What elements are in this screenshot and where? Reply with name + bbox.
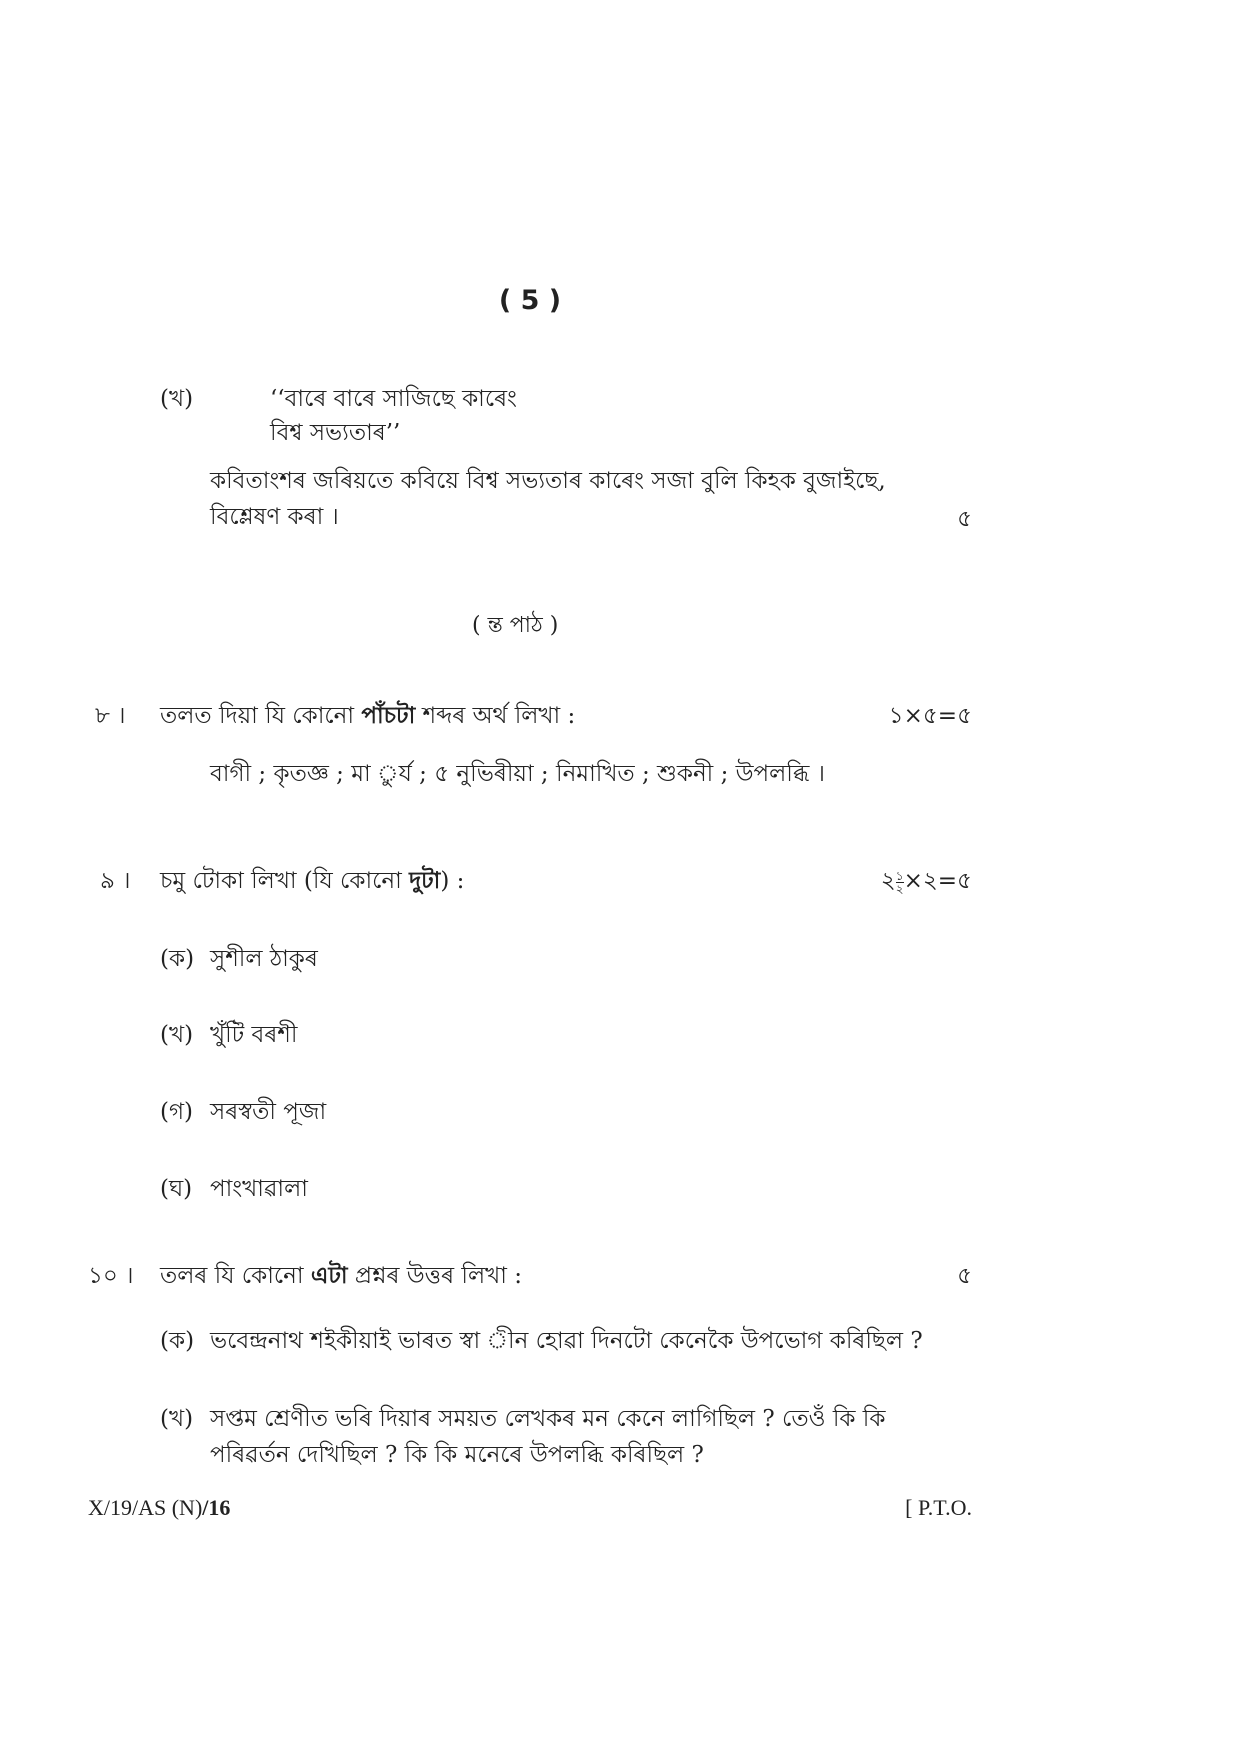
q10-text-before: তলৰ যি কোনো — [160, 1263, 311, 1289]
footer-code — [88, 1495, 230, 1521]
q8-marks: ১×৫=৫ — [888, 703, 972, 729]
q9-option-text: পাংখাৱালা — [210, 1176, 308, 1202]
q8-text-before: তলত দিয়া যি কোনো — [160, 703, 362, 729]
q9-option-text: সৰস্বতী পূজা — [210, 1099, 327, 1125]
q10b-line2: পৰিৱৰ্তন দেখিছিল ? কি কি মনেৰে উপলব্ধি কৰিছিল ? — [210, 1442, 704, 1468]
q7b-quote-line2: বিশ্ব সভ্যতাৰ’’ — [270, 420, 401, 446]
q10-text-after: প্ৰশ্নৰ উত্তৰ লিখা : — [347, 1263, 522, 1289]
q10-question — [160, 1257, 522, 1296]
q9-option-text: সুশীল ঠাকুৰ — [210, 946, 318, 972]
q10-marks: ৫ — [957, 1263, 972, 1289]
q9-option-label: (ঘ) — [160, 1176, 193, 1202]
q10a-text: ভবেন্দ্ৰনাথ শইকীয়াই ভাৰত স্বা ীন হোৱা দিনটো কেনেকৈ উপভোগ কৰিছিল ? — [210, 1328, 923, 1354]
q9-question — [160, 862, 464, 901]
q9-marks-rest: ×২=৫ — [903, 868, 972, 894]
q8-text-after: শব্দৰ অৰ্থ লিখা : — [415, 703, 576, 729]
q8-text-bold: পাঁচটা — [361, 702, 416, 729]
q10b-line1: সপ্তম শ্ৰেণীত ভৰি দিয়াৰ সময়ত লেখকৰ মন কেনে লাগিছিল ? তেওঁ কি কি — [210, 1406, 886, 1432]
q9-text-before: চমু টোকা লিখা (যি কোনো — [160, 868, 410, 894]
q9-marks — [881, 862, 972, 901]
q7b-question-line1: কবিতাংশৰ জৰিয়তে কবিয়ে বিশ্ব সভ্যতাৰ কাৰেং সজা বুলি কিহক বুজাইছে, — [210, 468, 886, 494]
q9-option-label: (ক) — [160, 946, 195, 972]
footer-pto: [ P.T.O. — [905, 1495, 972, 1520]
q8-question — [160, 697, 575, 736]
q9-marks-fraction — [896, 870, 904, 895]
q9-option-label: (খ) — [160, 1022, 194, 1048]
q9-text-after: ) : — [440, 868, 465, 894]
q9-option-label: (গ) — [160, 1099, 194, 1125]
footer-code-text: X/19/AS (N) — [88, 1495, 203, 1520]
q10-text-bold: এটা — [310, 1262, 348, 1289]
q10a-label: (ক) — [160, 1328, 195, 1354]
q9-number: ৯ । — [100, 868, 131, 894]
q8-number: ৮ । — [95, 703, 126, 729]
q7b-quote-line1: ‘‘বাৰে বাৰে সাজিছে কাৰেং — [270, 386, 517, 412]
q9-frac-den: ২ — [895, 881, 904, 896]
q9-marks-whole: ২ — [880, 868, 896, 894]
q9-text-bold: দুটা — [409, 867, 441, 894]
q7b-label: (খ) — [160, 386, 194, 412]
q7b-marks: ৫ — [957, 506, 972, 532]
footer-code-bold: /16 — [202, 1495, 231, 1520]
q8-word-list: বাগী ; কৃতজ্ঞ ; মা ুৰ্য ; ৫ নুভিৰীয়া ; নিমাখিত ; শুকনী ; উপলব্ধি । — [210, 761, 825, 787]
section-title: ( ন্ত পাঠ ) — [472, 613, 559, 638]
q9-option-text: খুঁটি বৰশী — [210, 1022, 298, 1048]
q7b-question-line2: বিশ্লেষণ কৰা । — [210, 504, 339, 530]
q10-number: ১০ । — [88, 1263, 134, 1289]
page-number: ( 5 ) — [498, 285, 562, 316]
q10b-label: (খ) — [160, 1406, 194, 1432]
q9-frac-num: ১ — [895, 868, 904, 883]
